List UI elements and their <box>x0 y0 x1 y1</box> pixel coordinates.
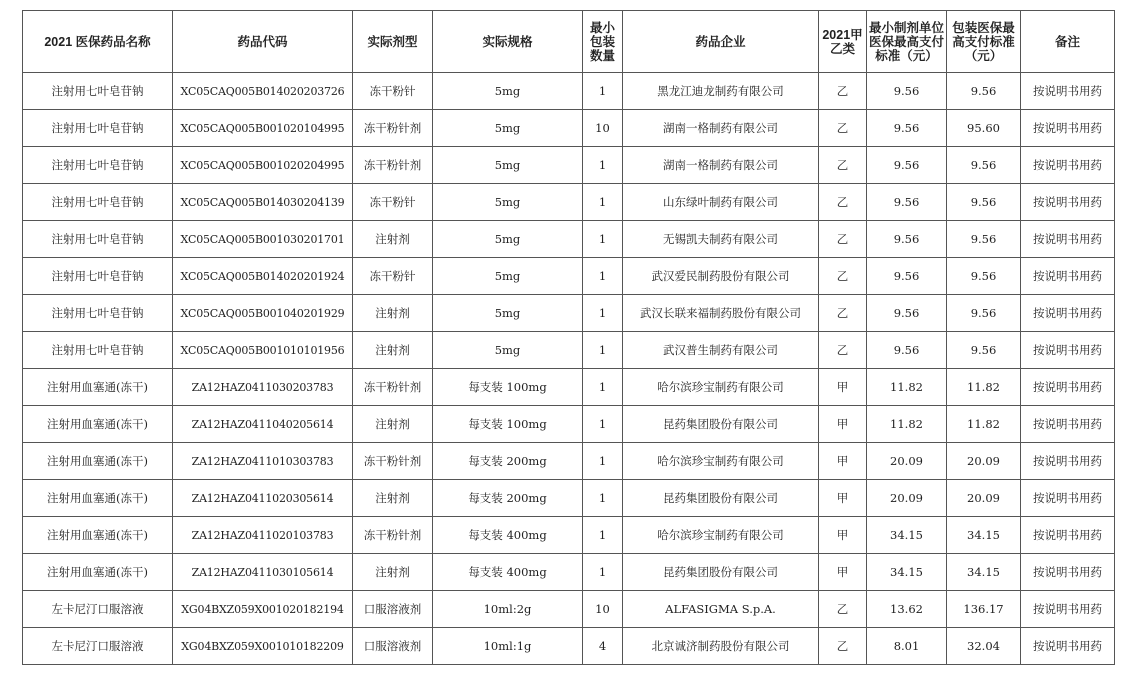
manufacturer-cell: 北京诚济制药股份有限公司 <box>623 628 819 665</box>
min-package-cell: 1 <box>583 332 623 369</box>
unit-price-cell: 11.82 <box>867 406 947 443</box>
manufacturer-cell: 黑龙江迪龙制药有限公司 <box>623 73 819 110</box>
drug-name-cell: 左卡尼汀口服溶液 <box>23 628 173 665</box>
drug-code-cell: ZA12HAZ0411020103783 <box>173 517 353 554</box>
dosage-form-cell: 注射剂 <box>353 554 433 591</box>
remarks-cell: 按说明书用药 <box>1021 258 1115 295</box>
min-package-cell: 1 <box>583 443 623 480</box>
category-cell: 乙 <box>819 221 867 258</box>
dosage-form-cell: 注射剂 <box>353 221 433 258</box>
drug-name-cell: 注射用血塞通(冻干) <box>23 369 173 406</box>
drug-name-cell: 左卡尼汀口服溶液 <box>23 591 173 628</box>
package-price-cell: 20.09 <box>947 443 1021 480</box>
unit-price-cell: 34.15 <box>867 517 947 554</box>
unit-price-cell: 9.56 <box>867 147 947 184</box>
manufacturer-cell: 无锡凯夫制药有限公司 <box>623 221 819 258</box>
drug-name-cell: 注射用七叶皂苷钠 <box>23 73 173 110</box>
category-cell: 乙 <box>819 295 867 332</box>
dosage-form-cell: 口服溶液剂 <box>353 591 433 628</box>
table-row <box>23 147 1115 184</box>
min-package-cell: 10 <box>583 591 623 628</box>
package-price-cell: 11.82 <box>947 406 1021 443</box>
unit-price-cell: 9.56 <box>867 295 947 332</box>
table-row <box>23 480 1115 517</box>
remarks-cell: 按说明书用药 <box>1021 480 1115 517</box>
specification-cell: 5mg <box>433 110 583 147</box>
table-row <box>23 73 1115 110</box>
category-cell: 甲 <box>819 443 867 480</box>
category-cell: 乙 <box>819 110 867 147</box>
min-package-cell: 1 <box>583 554 623 591</box>
drug-name-cell: 注射用血塞通(冻干) <box>23 554 173 591</box>
table-row <box>23 295 1115 332</box>
manufacturer-cell: ALFASIGMA S.p.A. <box>623 591 819 628</box>
remarks-cell: 按说明书用药 <box>1021 554 1115 591</box>
unit-price-cell: 34.15 <box>867 554 947 591</box>
drug-name-cell: 注射用血塞通(冻干) <box>23 406 173 443</box>
table-row <box>23 517 1115 554</box>
drug-name-cell: 注射用血塞通(冻干) <box>23 480 173 517</box>
min-package-cell: 1 <box>583 73 623 110</box>
category-cell: 乙 <box>819 332 867 369</box>
specification-cell: 10ml:2g <box>433 591 583 628</box>
specification-cell: 5mg <box>433 295 583 332</box>
drug-code-cell: XC05CAQ005B014020201924 <box>173 258 353 295</box>
manufacturer-cell: 武汉普生制药有限公司 <box>623 332 819 369</box>
specification-cell: 10ml:1g <box>433 628 583 665</box>
table-row <box>23 258 1115 295</box>
package-price-cell: 11.82 <box>947 369 1021 406</box>
drug-name-cell: 注射用七叶皂苷钠 <box>23 110 173 147</box>
dosage-form-cell: 冻干粉针 <box>353 73 433 110</box>
specification-cell: 5mg <box>433 258 583 295</box>
category-cell: 乙 <box>819 184 867 221</box>
specification-cell: 5mg <box>433 147 583 184</box>
col-header-specification: 实际规格 <box>433 11 583 73</box>
drug-code-cell: XC05CAQ005B014030204139 <box>173 184 353 221</box>
package-price-cell: 9.56 <box>947 258 1021 295</box>
table-row <box>23 406 1115 443</box>
min-package-cell: 1 <box>583 147 623 184</box>
drug-code-cell: XC05CAQ005B001010101956 <box>173 332 353 369</box>
drug-code-cell: XG04BXZ059X001010182209 <box>173 628 353 665</box>
unit-price-cell: 9.56 <box>867 73 947 110</box>
dosage-form-cell: 冻干粉针剂 <box>353 110 433 147</box>
table-row <box>23 332 1115 369</box>
col-header-category: 2021甲乙类 <box>819 11 867 73</box>
drug-code-cell: XC05CAQ005B001020204995 <box>173 147 353 184</box>
remarks-cell: 按说明书用药 <box>1021 295 1115 332</box>
unit-price-cell: 20.09 <box>867 443 947 480</box>
table-row <box>23 184 1115 221</box>
table-row <box>23 110 1115 147</box>
manufacturer-cell: 山东绿叶制药有限公司 <box>623 184 819 221</box>
table-row <box>23 628 1115 665</box>
unit-price-cell: 9.56 <box>867 332 947 369</box>
dosage-form-cell: 冻干粉针剂 <box>353 517 433 554</box>
dosage-form-cell: 冻干粉针 <box>353 258 433 295</box>
dosage-form-cell: 注射剂 <box>353 295 433 332</box>
unit-price-cell: 8.01 <box>867 628 947 665</box>
col-header-dosage-form: 实际剂型 <box>353 11 433 73</box>
drug-name-cell: 注射用血塞通(冻干) <box>23 443 173 480</box>
table-row <box>23 443 1115 480</box>
specification-cell: 5mg <box>433 73 583 110</box>
category-cell: 甲 <box>819 554 867 591</box>
manufacturer-cell: 昆药集团股份有限公司 <box>623 406 819 443</box>
specification-cell: 每支装 200mg <box>433 443 583 480</box>
min-package-cell: 4 <box>583 628 623 665</box>
package-price-cell: 34.15 <box>947 554 1021 591</box>
remarks-cell: 按说明书用药 <box>1021 443 1115 480</box>
package-price-cell: 95.60 <box>947 110 1021 147</box>
drug-code-cell: XG04BXZ059X001020182194 <box>173 591 353 628</box>
category-cell: 乙 <box>819 73 867 110</box>
remarks-cell: 按说明书用药 <box>1021 628 1115 665</box>
min-package-cell: 1 <box>583 184 623 221</box>
package-price-cell: 9.56 <box>947 295 1021 332</box>
package-price-cell: 9.56 <box>947 332 1021 369</box>
remarks-cell: 按说明书用药 <box>1021 184 1115 221</box>
package-price-cell: 9.56 <box>947 73 1021 110</box>
col-header-drug-name: 2021 医保药品名称 <box>23 11 173 73</box>
dosage-form-cell: 口服溶液剂 <box>353 628 433 665</box>
manufacturer-cell: 哈尔滨珍宝制药有限公司 <box>623 517 819 554</box>
package-price-cell: 20.09 <box>947 480 1021 517</box>
manufacturer-cell: 湖南一格制药有限公司 <box>623 110 819 147</box>
drug-name-cell: 注射用七叶皂苷钠 <box>23 147 173 184</box>
drug-code-cell: ZA12HAZ0411040205614 <box>173 406 353 443</box>
min-package-cell: 1 <box>583 480 623 517</box>
col-header-package-price: 包装医保最高支付标准（元） <box>947 11 1021 73</box>
drug-code-cell: XC05CAQ005B001030201701 <box>173 221 353 258</box>
remarks-cell: 按说明书用药 <box>1021 221 1115 258</box>
col-header-remarks: 备注 <box>1021 11 1115 73</box>
package-price-cell: 32.04 <box>947 628 1021 665</box>
min-package-cell: 1 <box>583 369 623 406</box>
drug-price-table <box>22 10 1115 665</box>
manufacturer-cell: 哈尔滨珍宝制药有限公司 <box>623 443 819 480</box>
unit-price-cell: 9.56 <box>867 221 947 258</box>
specification-cell: 5mg <box>433 184 583 221</box>
drug-code-cell: ZA12HAZ0411020305614 <box>173 480 353 517</box>
category-cell: 甲 <box>819 369 867 406</box>
category-cell: 乙 <box>819 628 867 665</box>
category-cell: 甲 <box>819 517 867 554</box>
remarks-cell: 按说明书用药 <box>1021 332 1115 369</box>
drug-code-cell: XC05CAQ005B014020203726 <box>173 73 353 110</box>
dosage-form-cell: 注射剂 <box>353 332 433 369</box>
dosage-form-cell: 冻干粉针剂 <box>353 147 433 184</box>
min-package-cell: 1 <box>583 517 623 554</box>
min-package-cell: 1 <box>583 221 623 258</box>
manufacturer-cell: 武汉长联来福制药股份有限公司 <box>623 295 819 332</box>
unit-price-cell: 11.82 <box>867 369 947 406</box>
remarks-cell: 按说明书用药 <box>1021 517 1115 554</box>
table-body <box>23 73 1115 665</box>
unit-price-cell: 9.56 <box>867 110 947 147</box>
package-price-cell: 9.56 <box>947 147 1021 184</box>
remarks-cell: 按说明书用药 <box>1021 369 1115 406</box>
min-package-cell: 1 <box>583 258 623 295</box>
col-header-drug-code: 药品代码 <box>173 11 353 73</box>
specification-cell: 每支装 200mg <box>433 480 583 517</box>
table-row <box>23 369 1115 406</box>
specification-cell: 每支装 400mg <box>433 554 583 591</box>
table-row <box>23 221 1115 258</box>
drug-name-cell: 注射用七叶皂苷钠 <box>23 295 173 332</box>
col-header-manufacturer: 药品企业 <box>623 11 819 73</box>
package-price-cell: 9.56 <box>947 221 1021 258</box>
manufacturer-cell: 昆药集团股份有限公司 <box>623 480 819 517</box>
drug-name-cell: 注射用七叶皂苷钠 <box>23 184 173 221</box>
specification-cell: 5mg <box>433 221 583 258</box>
drug-code-cell: ZA12HAZ0411010303783 <box>173 443 353 480</box>
col-header-unit-price: 最小制剂单位医保最高支付标准（元） <box>867 11 947 73</box>
remarks-cell: 按说明书用药 <box>1021 591 1115 628</box>
specification-cell: 每支装 100mg <box>433 406 583 443</box>
unit-price-cell: 13.62 <box>867 591 947 628</box>
table-row <box>23 591 1115 628</box>
drug-name-cell: 注射用血塞通(冻干) <box>23 517 173 554</box>
unit-price-cell: 9.56 <box>867 184 947 221</box>
drug-code-cell: ZA12HAZ0411030203783 <box>173 369 353 406</box>
dosage-form-cell: 冻干粉针 <box>353 184 433 221</box>
dosage-form-cell: 注射剂 <box>353 480 433 517</box>
category-cell: 甲 <box>819 480 867 517</box>
unit-price-cell: 20.09 <box>867 480 947 517</box>
drug-code-cell: XC05CAQ005B001040201929 <box>173 295 353 332</box>
package-price-cell: 136.17 <box>947 591 1021 628</box>
dosage-form-cell: 注射剂 <box>353 406 433 443</box>
specification-cell: 每支装 100mg <box>433 369 583 406</box>
unit-price-cell: 9.56 <box>867 258 947 295</box>
package-price-cell: 34.15 <box>947 517 1021 554</box>
manufacturer-cell: 湖南一格制药有限公司 <box>623 147 819 184</box>
category-cell: 乙 <box>819 147 867 184</box>
specification-cell: 5mg <box>433 332 583 369</box>
drug-code-cell: XC05CAQ005B001020104995 <box>173 110 353 147</box>
drug-code-cell: ZA12HAZ0411030105614 <box>173 554 353 591</box>
package-price-cell: 9.56 <box>947 184 1021 221</box>
header-row <box>23 11 1115 73</box>
manufacturer-cell: 武汉爱民制药股份有限公司 <box>623 258 819 295</box>
remarks-cell: 按说明书用药 <box>1021 73 1115 110</box>
remarks-cell: 按说明书用药 <box>1021 406 1115 443</box>
min-package-cell: 10 <box>583 110 623 147</box>
specification-cell: 每支装 400mg <box>433 517 583 554</box>
manufacturer-cell: 昆药集团股份有限公司 <box>623 554 819 591</box>
min-package-cell: 1 <box>583 406 623 443</box>
category-cell: 甲 <box>819 406 867 443</box>
manufacturer-cell: 哈尔滨珍宝制药有限公司 <box>623 369 819 406</box>
drug-name-cell: 注射用七叶皂苷钠 <box>23 332 173 369</box>
min-package-cell: 1 <box>583 295 623 332</box>
table-row <box>23 554 1115 591</box>
category-cell: 乙 <box>819 591 867 628</box>
dosage-form-cell: 冻干粉针剂 <box>353 443 433 480</box>
dosage-form-cell: 冻干粉针剂 <box>353 369 433 406</box>
category-cell: 乙 <box>819 258 867 295</box>
remarks-cell: 按说明书用药 <box>1021 110 1115 147</box>
drug-name-cell: 注射用七叶皂苷钠 <box>23 258 173 295</box>
col-header-min-package: 最小包装数量 <box>583 11 623 73</box>
drug-name-cell: 注射用七叶皂苷钠 <box>23 221 173 258</box>
remarks-cell: 按说明书用药 <box>1021 147 1115 184</box>
